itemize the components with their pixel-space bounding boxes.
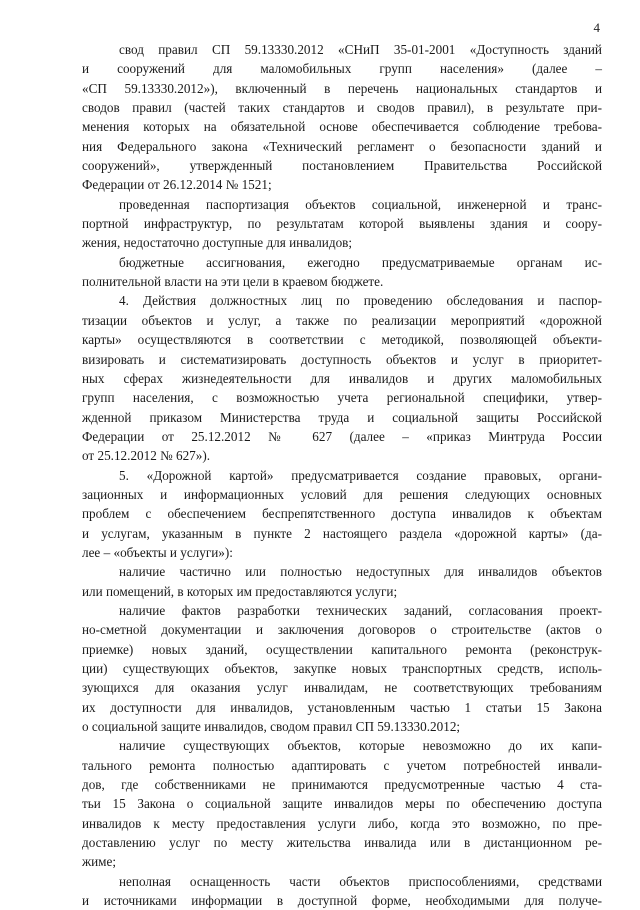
text-line: сводов правил (частей таких стандартов и сводов правил), в результате при- — [82, 100, 602, 116]
text-line: приемке) новых зданий, осуществлении капитального ремонта (реконструк- — [82, 641, 602, 657]
text-line: наличие существующих объектов, которые невозможно до их капи- — [119, 738, 602, 754]
text-line: 5. «Дорожной картой» предусматривается создание правовых, органи- — [119, 467, 602, 483]
text-line: тального ремонта полностью адаптировать с учетом потребностей инвали- — [82, 757, 602, 773]
text-line: визировать и систематизировать доступность объектов и услуг в приоритет- — [82, 351, 602, 367]
text-line: наличие фактов разработки технических заданий, согласования проект- — [119, 602, 602, 618]
text-line: неполная оснащенность части объектов приспособлениями, средствами — [119, 873, 602, 889]
text-line: свод правил СП 59.13330.2012 «СНиП 35-01-2001 «Доступность зданий — [119, 42, 602, 57]
text-line: дов, где собственниками не принимаются предусмотренные частью 4 ста- — [82, 777, 602, 793]
text-line: их доступности для инвалидов, установленным частью 1 статьи 15 Закона — [82, 699, 602, 715]
text-line: ния Федерального закона «Технический регламент о безопасности зданий и — [82, 138, 602, 154]
text-line: жиме; — [82, 854, 117, 870]
text-line: 4. Действия должностных лиц по проведению обследования и паспор- — [119, 293, 602, 309]
text-line: сооружений», утвержденный постановлением Правительства Российской — [82, 158, 602, 174]
text-line: доставлению услуг по месту жительства инвалида или в дистанционном ре- — [82, 835, 602, 851]
document-body — [82, 40, 602, 910]
text-line: но-сметной документации и заключения договоров о строительстве (актов о — [82, 622, 602, 638]
text-line: инвалидов к месту предоставления услуги либо, когда это возможно, по пре- — [82, 815, 602, 831]
text-line: «СП 59.13330.2012»), включенный в перечень национальных стандартов и — [82, 80, 602, 96]
text-line: и источниками информации в доступной форме, необходимыми для получе- — [82, 893, 602, 909]
text-line: групп населения, с возможностью учета региональной специфики, утвер- — [82, 390, 602, 406]
text-line: ных сферах жизнедеятельности для инвалидов и других маломобильных — [82, 370, 602, 386]
text-line: и услугам, указанным в пункте 2 настоящего раздела «дорожной карты» (да- — [82, 525, 602, 541]
text-line: полнительной власти на эти цели в краевом бюджете. — [82, 274, 384, 290]
text-line: наличие частично или полностью недоступных для инвалидов объектов — [119, 564, 602, 580]
text-line: жения, недостаточно доступные для инвалидов; — [82, 235, 353, 251]
text-line: и сооружений для маломобильных групп населения» (далее – — [82, 61, 602, 77]
text-line: портной инфраструктур, по результатам которой выявлены здания и соору- — [82, 216, 602, 232]
text-line: лее – «объекты и услуги»): — [82, 544, 233, 560]
text-line: зационных и информационных условий для решения следующих основных — [82, 486, 602, 502]
text-line: бюджетные ассигнования, ежегодно предусматриваемые органам ис- — [119, 254, 602, 270]
text-line: тьи 15 Закона о социальной защите инвалидов меры по обеспечению доступа — [82, 796, 602, 812]
text-line: ции) существующих объектов, закупке новых транспортных средств, исполь- — [82, 661, 602, 676]
text-line: проведенная паспортизация объектов социальной, инженерной и транс- — [119, 196, 602, 212]
text-line: от 25.12.2012 № 627»). — [82, 448, 211, 464]
text-line: зующихся для оказания услуг инвалидам, не соответствующих требованиям — [82, 680, 602, 696]
text-line: тизации объектов и услуг, а также по реализации мероприятий «дорожной — [82, 312, 602, 328]
text-line: карты» осуществляются в соответствии с методикой, позволяющей объекти- — [82, 332, 602, 348]
text-line: жденной приказом Министерства труда и социальной защиты Российской — [82, 409, 602, 425]
text-line: Федерации от 25.12.2012 № 627 (далее – «приказ Минтруда России — [82, 428, 602, 444]
text-line: или помещений, в которых им предоставляются услуги; — [82, 583, 398, 599]
text-line: Федерации от 26.12.2014 № 1521; — [82, 177, 272, 193]
text-line: о социальной защите инвалидов, сводом правил СП 59.13330.2012; — [82, 719, 461, 735]
page-number: 4 — [593, 20, 600, 35]
text-line: проблем с обеспечением беспрепятственного доступа инвалидов к объектам — [82, 506, 602, 522]
text-line: менения которых на обязательной основе обеспечивается соблюдение требова- — [82, 119, 602, 135]
